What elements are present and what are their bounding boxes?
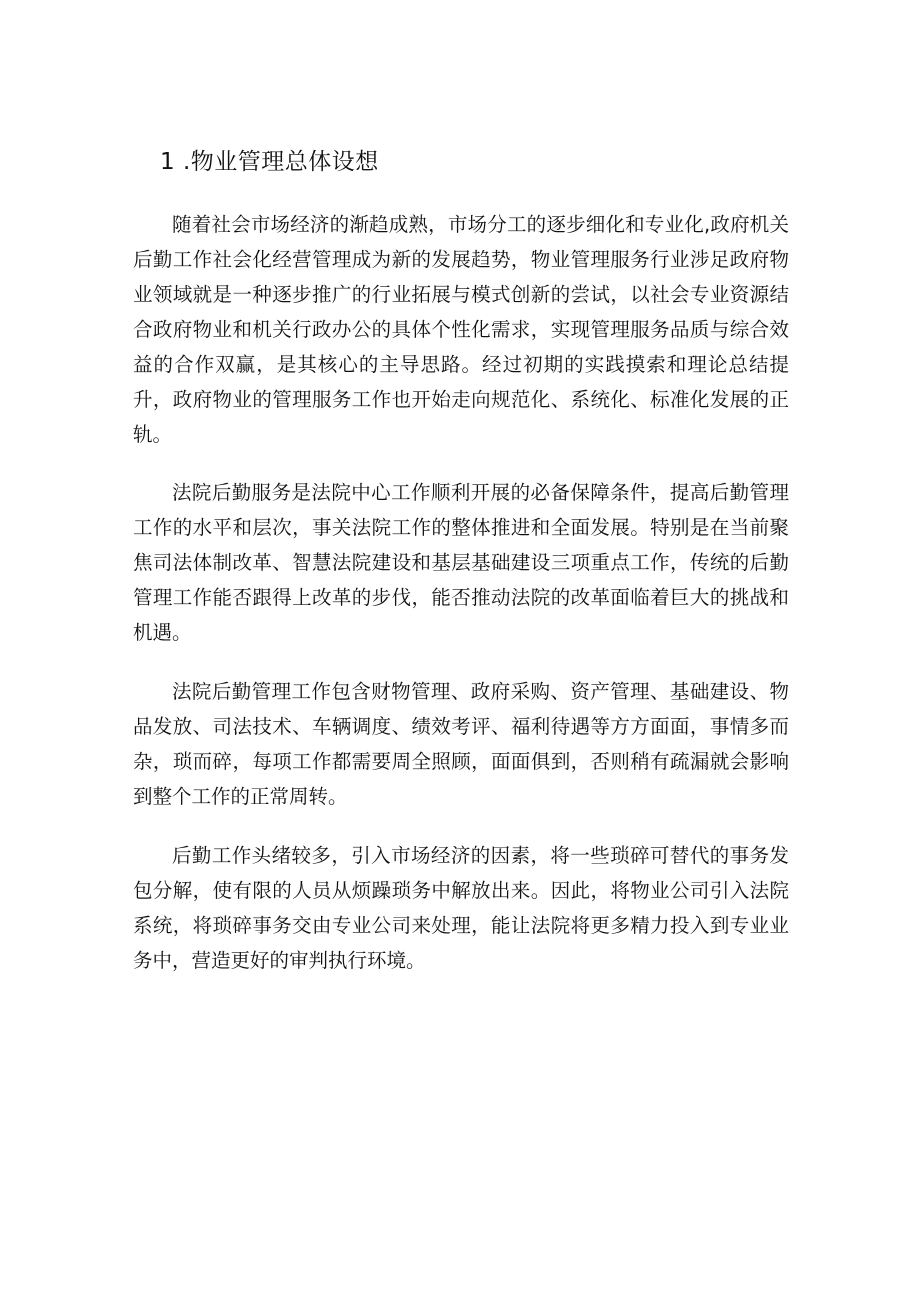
section-body bbox=[133, 207, 789, 1002]
paragraph-1: 随着社会市场经济的渐趋成熟，市场分工的逐步细化和专业化,政府机关后勤工作社会化经营管理成为新的发展趋势，物业管理服务行业涉足政府物业领域就是一种逐步推广的行业拓展与模式创新的尝试，以社会专业资源结合政府物业和机关行政办公的具体个性化需求，实现管理服务品质与综合效益的合作双赢，是其核心的主导思路。经过初期的实践摸索和理论总结提升，政府物业的管理服务工作也开始走向规范化、系统化、标准化发展的正轨。 bbox=[133, 213, 789, 446]
paragraph-2: 法院后勤服务是法院中心工作顺利开展的必备保障条件，提高后勤管理工作的水平和层次，事关法院工作的整体推进和全面发展。特别是在当前聚焦司法体制改革、智慧法院建设和基层基础建设三项重点工作，传统的后勤管理工作能否跟得上改革的步伐，能否推动法院的改革面临着巨大的挑战和机遇。 bbox=[133, 481, 789, 644]
section-heading: 1 .物业管理总体设想 bbox=[160, 149, 379, 175]
paragraph-3: 法院后勤管理工作包含财物管理、政府采购、资产管理、基础建设、物品发放、司法技术、车辆调度、绩效考评、福利待遇等方方面面，事情多而杂，琐而碎，每项工作都需要周全照顾，面面俱到，否则稍有疏漏就会影响到整个工作的正常周转。 bbox=[133, 680, 789, 808]
paragraph-4: 后勤工作头绪较多，引入市场经济的因素，将一些琐碎可替代的事务发包分解，使有限的人员从烦躁琐务中解放出来。因此，将物业公司引入法院系统，将琐碎事务交由专业公司来处理，能让法院将更多精力投入到专业业务中，营造更好的审判执行环境。 bbox=[133, 844, 789, 972]
